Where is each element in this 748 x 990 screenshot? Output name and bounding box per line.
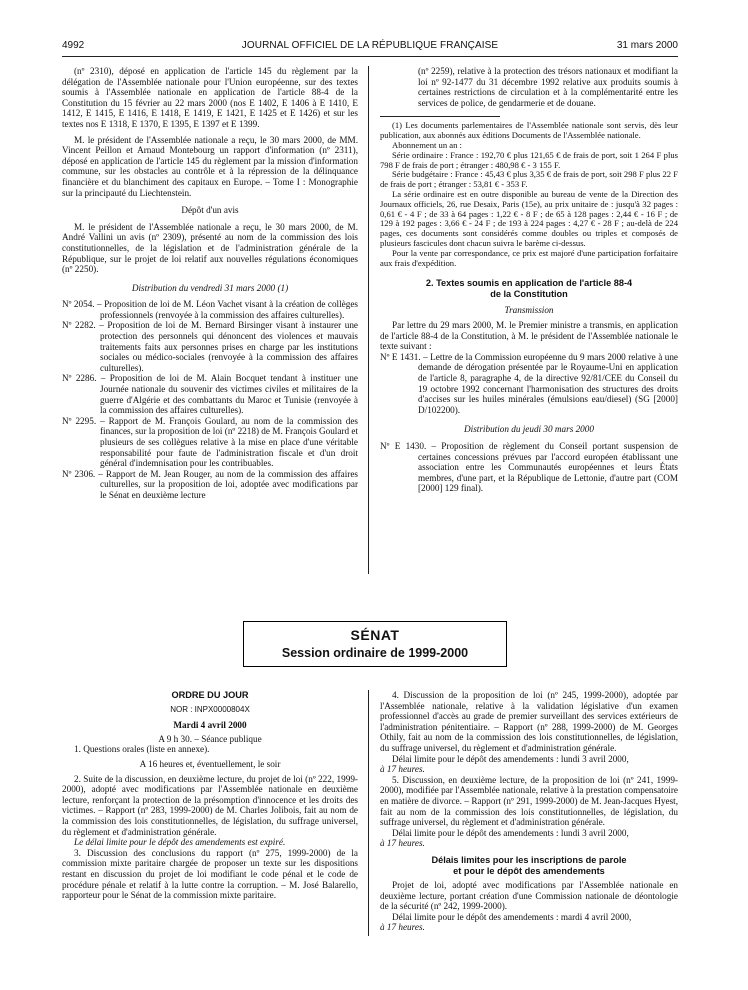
upper-left-column [62, 66, 358, 501]
list-item: Nº 2295. – Rapport de M. François Goulard, au nom de la commission des finances, sur la proposition de loi (nº 2218) de M. François Goulard et plusieurs de ses collègues relative à la mise en place d'une véritable responsabilité pour faute de l'administration fiscale et d'un droit général d'indemnisation pour les contribuables. [62, 415, 359, 469]
footnote-text: (1) Les documents parlementaires de l'Assemblée nationale sont servis, dès leur publication, aux abonnés aux éditions Documents de l'Assemblée nationale. [380, 120, 678, 141]
column-divider [368, 690, 369, 936]
session-date: Mardi 4 avril 2000 [173, 720, 247, 731]
paragraph: Délai limite pour le dépôt des amendements : mardi 4 avril 2000, [392, 911, 632, 922]
paragraph: Par lettre du 29 mars 2000, M. le Premier ministre a transmis, en application de l'article 88-4 de la Constitution, à M. le président de l'Assemblée nationale le texte suivant : [380, 320, 678, 352]
paragraph: Le délai limite pour le dépôt des amendements est expiré. [74, 837, 286, 848]
paragraph: à 17 heures. [380, 764, 425, 775]
footnote-text: Série ordinaire : France : 192,70 € plus 121,65 € de frais de port, soit 1 264 F plus 798 F de frais de port ; étranger : 480,98 € - 3 155 F. [380, 149, 678, 170]
section-heading: Dépôt d'un avis [181, 205, 239, 216]
upper-right-column [380, 66, 678, 494]
journal-title: JOURNAL OFFICIEL DE LA RÉPUBLIQUE FRANÇAISE [241, 40, 499, 51]
footnote-text: La série ordinaire est en outre disponible au bureau de vente de la Direction des Journaux officiels, 26, rue Desaix, Paris (15e), au prix unitaire de : jusqu'à 32 pages : 0,61 € - 4 F ; de 33 à 64 pages : 1,22 € - 8 F ; de 65 à 128 pages : 2,44 € - 16 F ; de 129 à 192 pages : 3,66 € - 24 F ; de 193 à 224 pages : 4,27 € - 28 F ; au-delà de 224 pages, ces documents sont considérés comme doubles ou triples et composés de plusieurs fascicules dont chacun suivra le barème ci-dessus. [380, 188, 678, 248]
list-item: Nº 2282. – Proposition de loi de M. Bernard Birsinger visant à instaurer une protection des personnels qui dénoncent des violences et mauvais traitements faits aux personnes prises en charge par les institutions sociales ou médico-sociales (renvoyée à la commission des affaires culturelles). [62, 320, 358, 373]
lower-right-column [380, 690, 678, 933]
paragraph: à 17 heures. [380, 922, 425, 933]
paragraph: M. le président de l'Assemblée nationale a reçu, le 30 mars 2000, de M. André Vallini un avis (nº 2309), présenté au nom de la commission des lois constitutionnelles, de la législation et de l'administration générale de la République, sur le projet de loi relatif aux nouvelles régulations économiques (nº 2250). [62, 221, 358, 275]
paragraph: (nº 2259), relative à la protection des trésors nationaux et modifiant la loi nº 92-1477 du 31 décembre 1992 relative aux produits soumis à certaines restrictions de circulation et à la complémentarité entre les services de police, de gendarmerie et de douane. [418, 66, 678, 108]
column-divider [368, 66, 369, 574]
section-heading: ORDRE DU JOUR [171, 690, 249, 700]
senat-title: SÉNAT [350, 627, 400, 643]
paragraph: M. le président de l'Assemblée nationale a reçu, le 30 mars 2000, de MM. Vincent Peillon et Arnaud Montebourg un rapport d'information (nº 2311), déposé en application de l'article 145 du règlement par la mission d'information commune, sur les obstacles au contrôle et à la répression de la délinquance financière et du blanchiment des capitaux en Europe. – Tome I : Monographie sur la principauté du Liechtenstein. [62, 134, 358, 198]
paragraph: Délai limite pour le dépôt des amendements : lundi 3 avril 2000, [392, 753, 629, 764]
session-time: A 9 h 30. – Séance publique [158, 733, 262, 744]
list-item: Nº E 1431. – Lettre de la Commission européenne du 9 mars 2000 relative à une demande de dérogation présentée par le Royaume-Uni en application de l'article 8, paragraphe 4, de la directive 92/81/CEE du Conseil du 19 octobre 1992 concernant l'harmonisation des structures des droits d'accises sur les huiles minérales (émulsions eau/diesel) (SG [2000] D/102200). [380, 351, 678, 415]
list-item: Nº 2286. – Proposition de loi de M. Alain Bocquet tendant à instituer une Journée nationale du souvenir des victimes civiles et militaires de la guerre d'Algérie et des combattants du Maroc et Tunisie (renvoyée à la commission des affaires culturelles). [62, 373, 358, 416]
list-item: Nº E 1430. – Proposition de règlement du Conseil portant suspension de certaines concessions prévues par l'accord européen établissant une association entre les Communautés européennes et leurs États membres, d'une part, et la République de Lettonie, d'autre part (COM [2000] 129 final). [380, 441, 678, 494]
paragraph: 4. Discussion de la proposition de loi (nº 245, 1999-2000), adoptée par l'Assemblée nationale, relative à la validation législative d'un examen professionnel d'accès au grade de premier surveillant des services extérieurs de l'administration pénitentiaire. – Rapport (nº 288, 1999-2000) de M. Georges Othily, fait au nom de la commission des lois constitutionnelles, de législation, du suffrage universel, du règlement et d'administration générale. [380, 690, 678, 753]
footnote-text: Pour la vente par correspondance, ce prix est majoré d'une participation forfaitaire aux frais d'expédition. [380, 247, 678, 268]
session-time: A 16 heures et, éventuellement, le soir [139, 758, 281, 769]
section-heading: Distribution du vendredi 31 mars 2000 (1) [131, 282, 289, 293]
running-header [62, 40, 678, 54]
list-item: Nº 2054. – Proposition de loi de M. Léon Vachet visant à la création de collèges professionnels (renvoyée à la commission des affaires culturelles). [62, 299, 358, 320]
issue-date: 31 mars 2000 [616, 40, 678, 51]
footnote [380, 121, 678, 268]
paragraph: 5. Discussion, en deuxième lecture, de la proposition de loi (nº 241, 1999-2000), modifiée par l'Assemblée nationale, relative à la prestation compensatoire en matière de divorce. – Rapport (nº 291, 1999-2000) de M. Jean-Jacques Hyest, fait au nom de la commission des lois constitutionnelles, de législation, du suffrage universel, du règlement et d'administration générale. [380, 774, 678, 828]
list-item: Nº 2306. – Rapport de M. Jean Rouger, au nom de la commission des affaires culturelles, sur la proposition de loi, adoptée avec modifications par le Sénat en deuxième lecture [62, 468, 358, 500]
footnote-rule [380, 116, 500, 117]
paragraph: (nº 2310), déposé en application de l'article 145 du règlement par la délégation de l'Assemblée nationale pour l'Union européenne, sur des textes soumis à l'Assemblée nationale en application de l'article 88-4 de la Constitution du 15 février au 22 mars 2000 (nos E 1402, E 1406 à E 1410, E 1412, E 1415, E 1416, E 1418, E 1419, E 1421, E 1425 et E 1426) et sur les textes nos E 1318, E 1370, E 1395, E 1397 et E 1399. [62, 66, 358, 129]
subheading: Transmission [504, 304, 554, 315]
section-heading: de la Constitution [490, 288, 568, 299]
footnote-text: Abonnement un an : [392, 139, 462, 150]
section-heading: et pour le dépôt des amendements [453, 865, 605, 876]
session-title: Session ordinaire de 1999-2000 [281, 646, 469, 660]
paragraph: 3. Discussion des conclusions du rapport (nº 275, 1999-2000) de la commission mixte paritaire chargée de proposer un texte sur les dispositions restant en discussion du projet de loi modifiant le code pénal et le code de procédure pénale et relatif à la lutte contre la corruption. – M. José Balarello, rapporteur pour le Sénat de la commission mixte paritaire. [62, 847, 358, 901]
subheading: Distribution du jeudi 30 mars 2000 [464, 424, 594, 435]
paragraph: Projet de loi, adopté avec modifications par l'Assemblée nationale en deuxième lecture, portant création d'une Commission nationale de déontologie de la sécurité (nº 242, 1999-2000). [380, 880, 678, 912]
senat-banner [243, 621, 507, 667]
section-heading: Délais limites pour les inscriptions de parole [431, 854, 627, 865]
header-rule [62, 56, 678, 57]
paragraph: à 17 heures. [380, 838, 425, 849]
paragraph: Délai limite pour le dépôt des amendements : lundi 3 avril 2000, [392, 827, 629, 838]
footnote-text: Série budgétaire : France : 45,43 € plus 3,35 € de frais de port, soit 298 F plus 22 F de frais de port ; étranger : 53,81 € - 353 F. [380, 169, 678, 190]
lower-left-column [62, 690, 358, 901]
paragraph: 1. Questions orales (liste en annexe). [74, 744, 210, 755]
paragraph: 2. Suite de la discussion, en deuxième lecture, du projet de loi (nº 222, 1999-2000), adopté avec modifications par l'Assemblée nationale en deuxième lecture, renforçant la protection de la présomption d'innocence et les droits des victimes. – Rapport (nº 283, 1999-2000) de M. Charles Jolibois, fait au nom de la commission des lois constitutionnelles, de législation, du suffrage universel, du règlement et d'administration générale. [62, 773, 358, 837]
section-heading: 2. Textes soumis en application de l'article 88-4 [425, 278, 633, 289]
nor-reference: NOR : INPX0000804X [170, 704, 250, 714]
page-number: 4992 [62, 40, 85, 51]
